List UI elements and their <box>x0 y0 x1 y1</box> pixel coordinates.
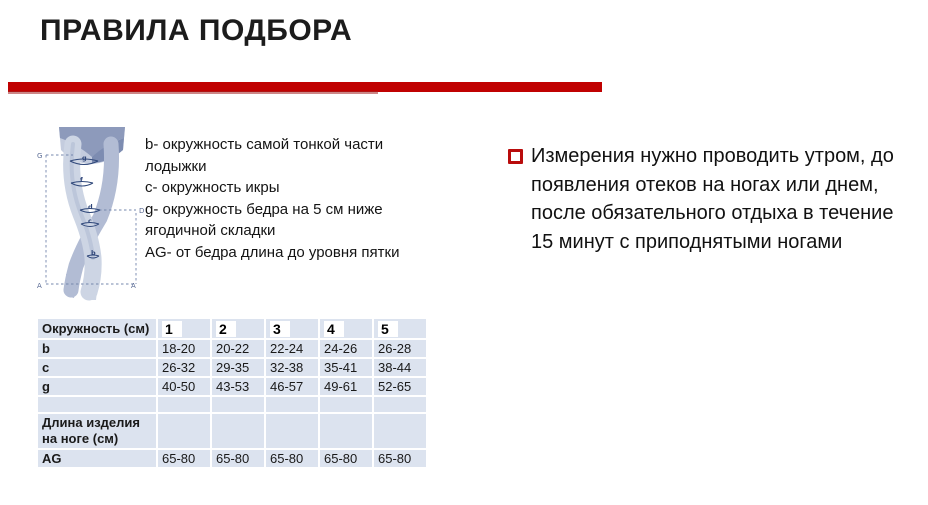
size-5: 5 <box>378 321 398 337</box>
band-label-f: f <box>80 176 83 184</box>
leg-measurement-diagram <box>33 126 151 302</box>
legend-item-ag: AG- от бедра длина до уровня пятки <box>145 243 400 261</box>
legend-item-c: c- окружность икры <box>145 179 280 196</box>
band-label-b: b <box>91 249 96 257</box>
diagram-label-D: D <box>139 207 145 215</box>
legs-illustration <box>33 126 151 302</box>
band-label-d: d <box>88 203 93 211</box>
legend-item-b: b- окружность самой тонкой части лодыжки <box>145 136 384 175</box>
size-2: 2 <box>216 321 236 337</box>
slide-title: ПРАВИЛА ПОДБОРА <box>40 14 353 47</box>
band-label-g: g <box>82 154 87 162</box>
size-table-container <box>36 317 428 469</box>
measurement-note-text: Измерения нужно проводить утром, до появления отеков на ногах или днем, после обязательного отдыха в течение 15 минут с приподнятыми ногами <box>531 145 894 253</box>
table-length-section-row <box>38 414 426 448</box>
table-row-b: b 18-20 20-22 22-24 24-26 26-28 <box>38 340 426 357</box>
red-square-bullet-icon <box>508 149 523 164</box>
measurement-legend <box>145 134 447 263</box>
table-row-ag: AG 65-80 65-80 65-80 65-80 65-80 <box>38 450 426 467</box>
size-4: 4 <box>324 321 344 337</box>
diagram-label-A-right: A <box>131 282 136 290</box>
size-1: 1 <box>162 321 182 337</box>
header-circumference-label: Окружность (см) <box>38 319 156 338</box>
table-row-g: g 40-50 43-53 46-57 49-61 52-65 <box>38 378 426 395</box>
table-row-c: c 26-32 29-35 32-38 35-41 38-44 <box>38 359 426 376</box>
size-table <box>36 317 428 469</box>
band-label-c: c <box>88 217 92 225</box>
title-accent-bar-shadow <box>8 91 378 94</box>
legend-item-g: g- окружность бедра на 5 см ниже ягодичной складки <box>145 200 383 239</box>
measurement-note-block <box>508 142 912 256</box>
table-spacer-row <box>38 397 426 412</box>
diagram-label-A-left: A <box>37 282 42 290</box>
diagram-label-G: G <box>37 152 43 160</box>
size-3: 3 <box>270 321 290 337</box>
size-table-header-row <box>38 319 426 338</box>
length-section-label: Длина изделия на ноге (см) <box>38 414 156 448</box>
